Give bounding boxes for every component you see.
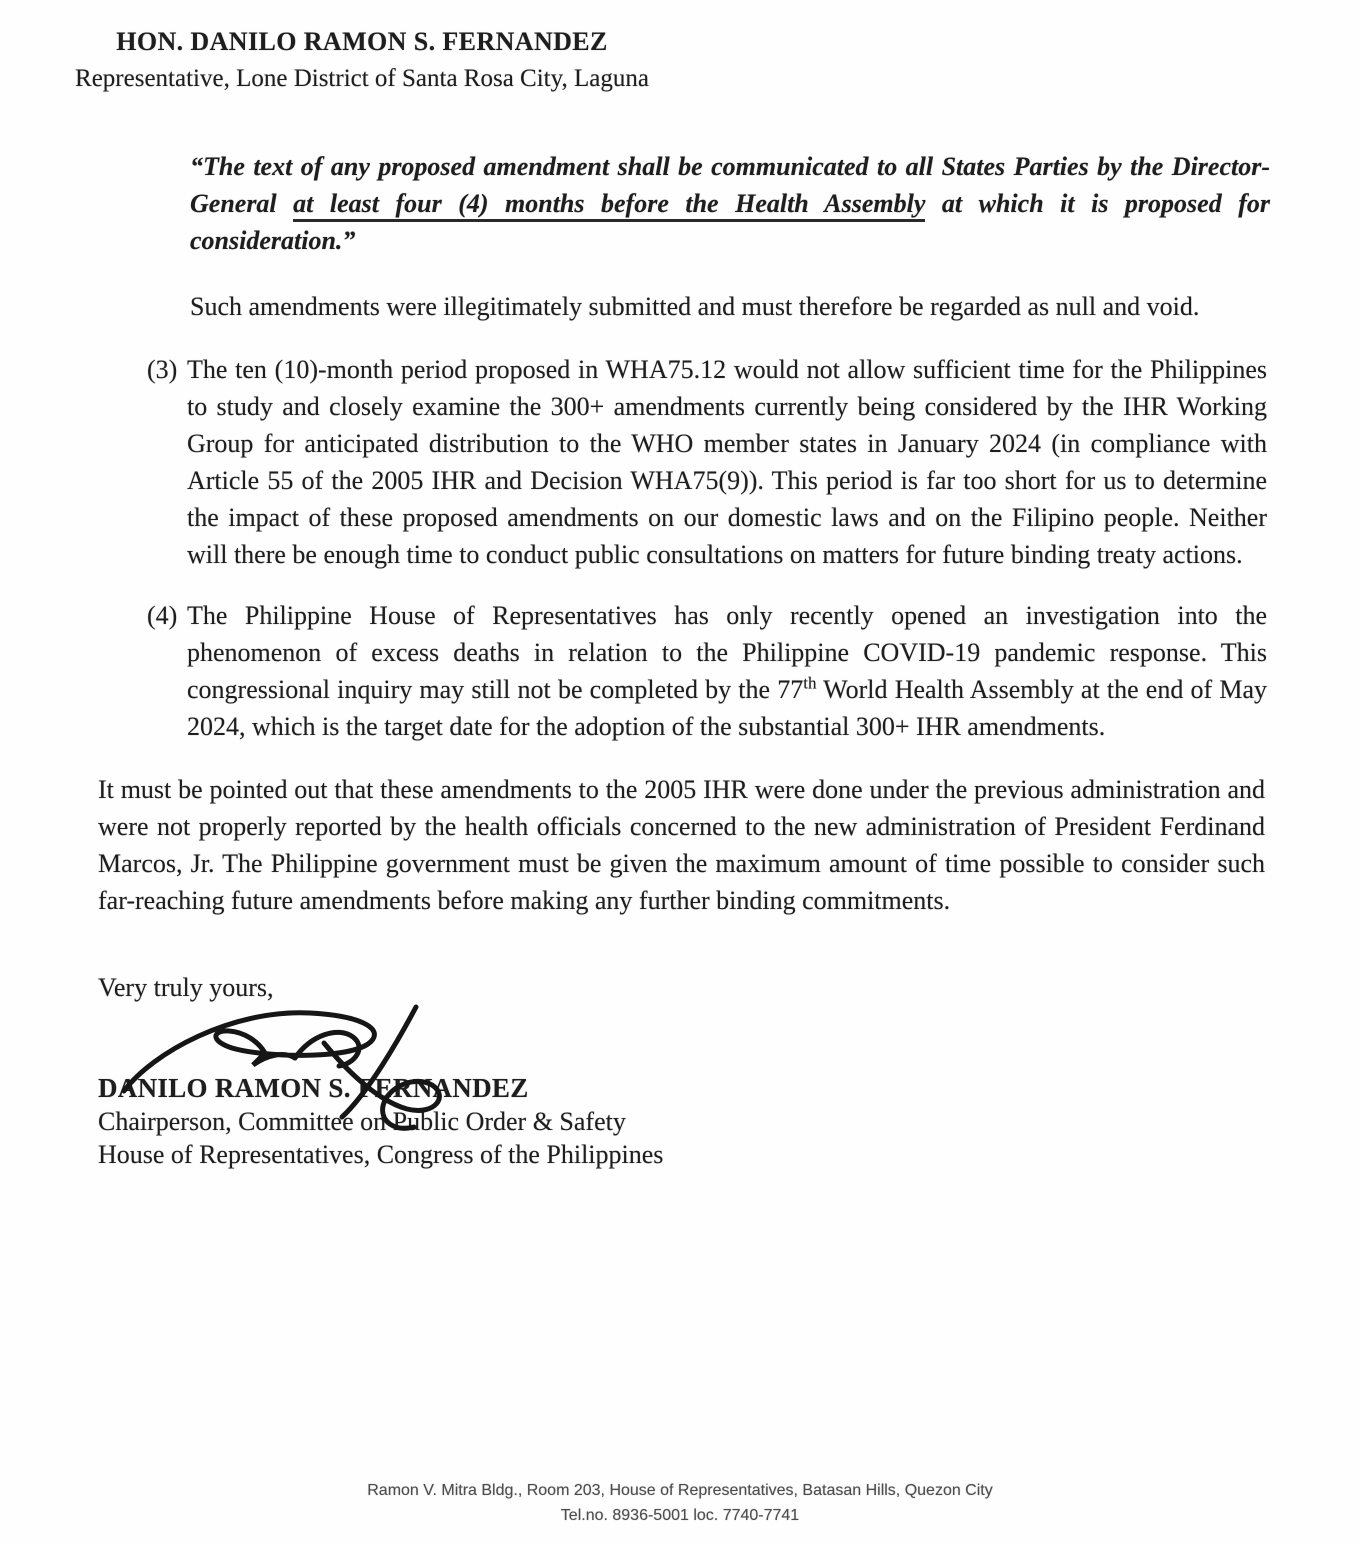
item-4-text-post: World Health Assembly at the end of May 2024, which is the target date for the adoption of the substantial 300+ IHR amendments. xyxy=(187,674,1267,741)
item-4-text xyxy=(187,597,1267,745)
paragraph-it-must: It must be pointed out that these amendments to the 2005 IHR were done under the previous administration and were not properly reported by the health officials concerned to the new administration of President Ferdinand Marcos, Jr. The Philippine government must be given the maximum amount of time possible to consider such far-reaching future amendments before making any further binding commitments. xyxy=(98,774,1265,915)
item-3-number: (3) xyxy=(147,354,178,384)
representative-name: HON. DANILO RAMON S. FERNANDEZ xyxy=(116,27,608,56)
item-3-text: The ten (10)-month period proposed in WHA75.12 would not allow sufficient time for the Philippines to study and closely examine the 300+ amendments currently being considered by the IHR Working Group for anticipated distribution to the WHO member states in January 2024 (in compliance with Article 55 of the 2005 IHR and Decision WHA75(9)). This period is far too short for us to determine the impact of these proposed amendments on our domestic laws and on the Filipino people. Neither will there be enough time to conduct public consultations on matters for future binding treaty actions. xyxy=(187,354,1267,569)
signatory-name: DANILO RAMON S. FERNANDEZ xyxy=(98,1072,529,1103)
item-4-superscript: th xyxy=(803,673,817,693)
letter-footer xyxy=(0,1478,1360,1528)
footer-phone: Tel.no. 8936-5001 loc. 7740-7741 xyxy=(560,1507,800,1524)
paragraph-such-amendments: Such amendments were illegitimately submitted and must therefore be regarded as null and void. xyxy=(190,291,1200,321)
signatory-title: Chairperson, Committee on Public Order & Safety xyxy=(98,1106,626,1136)
quote-underlined-phrase: at least four (4) months before the Health Assembly xyxy=(293,189,925,222)
letterhead xyxy=(52,26,672,94)
quote-text-pre: “The text of any proposed amendment shall be communicated to all States Parties by the Director-General xyxy=(190,151,1270,218)
closing-block xyxy=(98,969,1360,1171)
footer-address: Ramon V. Mitra Bldg., Room 203, House of Representatives, Batasan Hills, Quezon City xyxy=(367,1482,993,1499)
valediction: Very truly yours, xyxy=(98,972,274,1002)
representative-title: Representative, Lone District of Santa Rosa City, Laguna xyxy=(75,64,649,92)
item-4-number: (4) xyxy=(147,600,178,630)
quoted-provision xyxy=(190,148,1270,259)
quote-text-post: at which it is proposed for consideration.” xyxy=(190,188,1270,255)
signatory-org: House of Representatives, Congress of the Philippines xyxy=(98,1139,664,1169)
numbered-item-3 xyxy=(147,351,1267,573)
item-4-text-pre: The Philippine House of Representatives has only recently opened an investigation into the phenomenon of excess deaths in relation to the Philippine COVID-19 pandemic response. This congressional inquiry may still not be completed by the 77 xyxy=(187,600,1267,704)
numbered-item-4 xyxy=(147,597,1267,745)
